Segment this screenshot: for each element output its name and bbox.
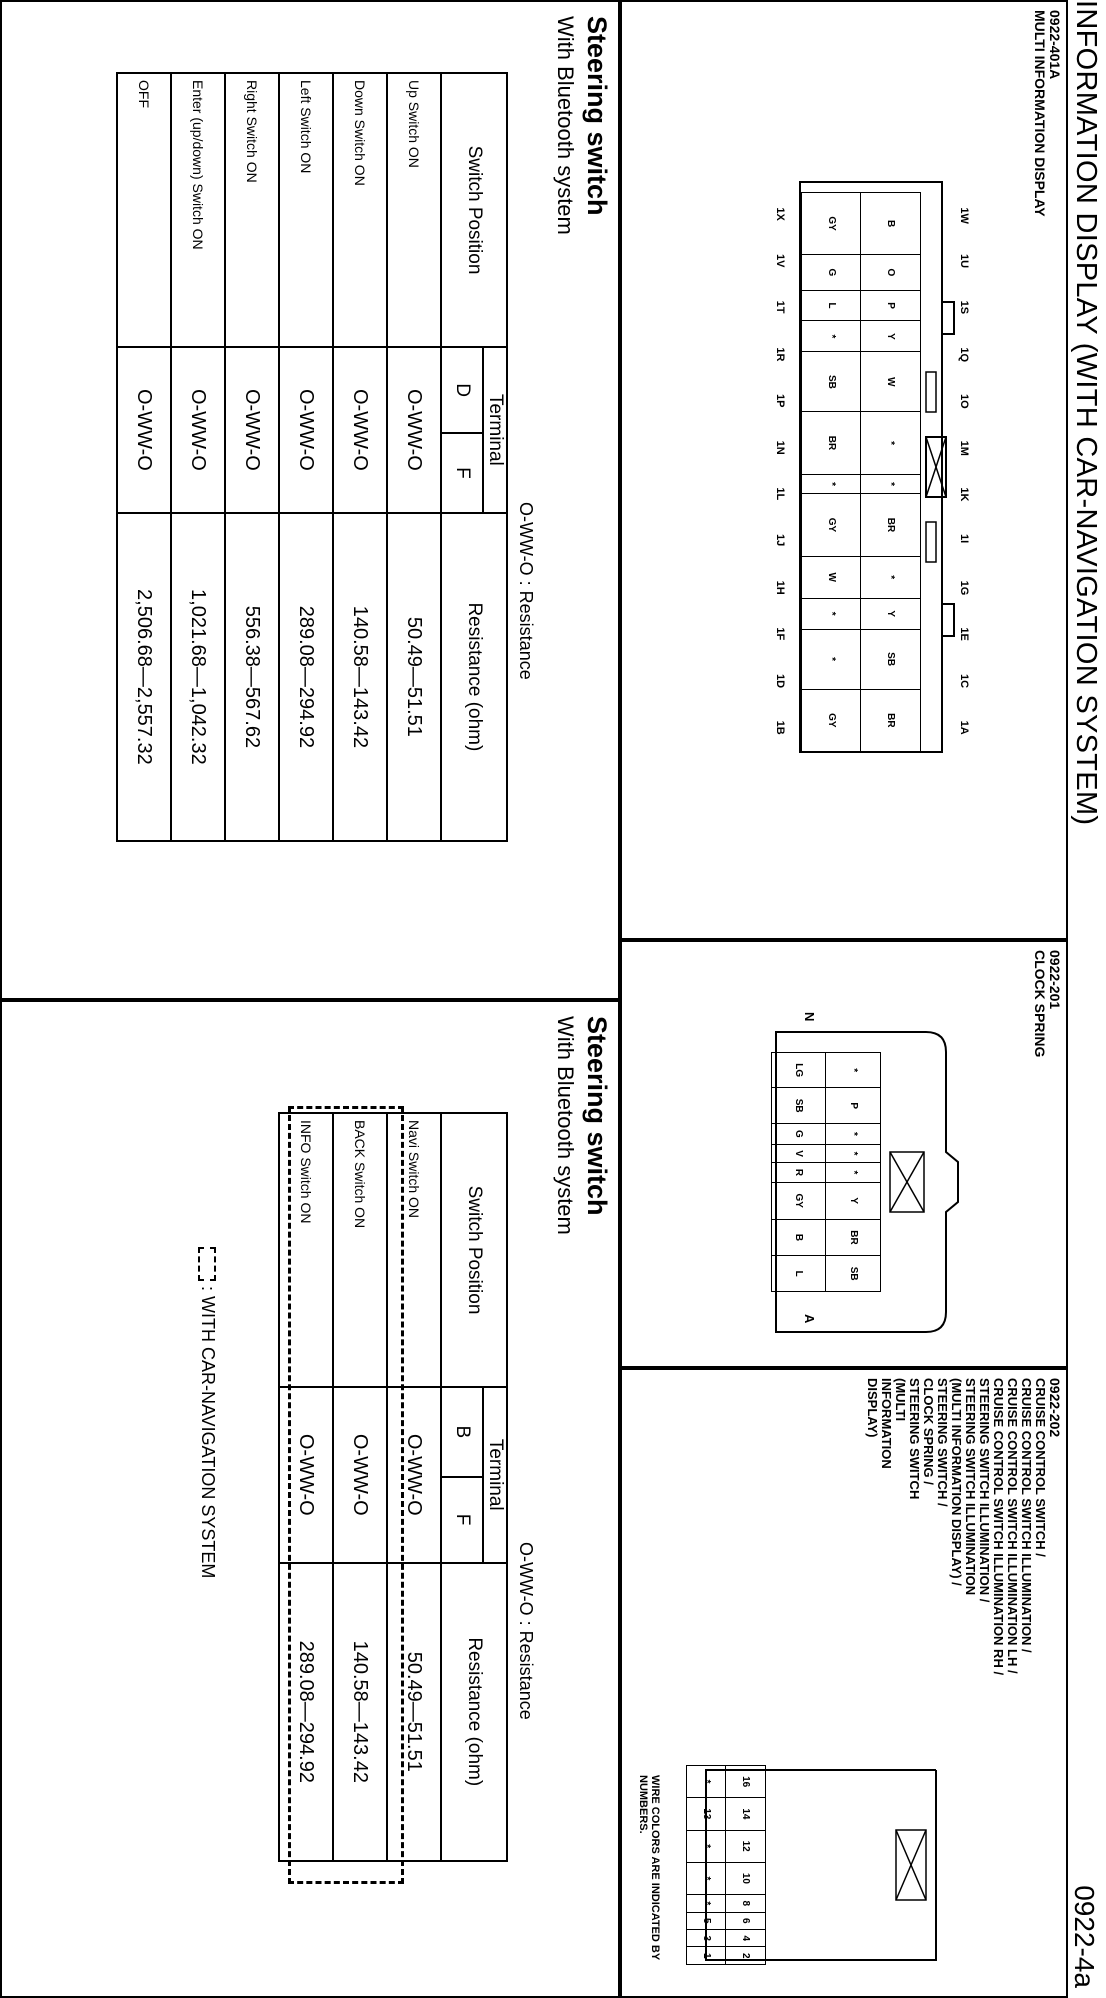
pin-cell: 14: [726, 1798, 766, 1830]
connector-box-multi-info-display: [620, 0, 1068, 940]
pin-label: 1D: [774, 674, 786, 689]
connector-name-line: CRUISE CONTROL SWITCH ILLUMINATION /: [1019, 1378, 1034, 1653]
pin-cell: P: [861, 290, 921, 321]
pin-label: 1S: [958, 300, 970, 315]
pin-cell: *: [687, 1862, 727, 1894]
pin-row: [687, 1766, 727, 1965]
connector-name-lines: [865, 1378, 1047, 1675]
connector-name-line: CRUISE CONTROL SWITCH ILLUMINATION RH /: [991, 1378, 1006, 1676]
pin-row: [861, 193, 921, 752]
pin-cell: *: [861, 474, 921, 494]
pin-cell: BR: [861, 494, 921, 556]
pin-cell: BR: [802, 412, 862, 474]
pin-cell: GY: [802, 494, 862, 556]
switch-table: [116, 72, 508, 842]
pin-cell: W: [802, 556, 862, 598]
connector-name-line: CLOCK SPRING /: [921, 1378, 936, 1485]
pin-label: 1A: [958, 720, 970, 735]
terminal-connection-cell: [225, 347, 279, 513]
switch-position-cell: Up Switch ON: [387, 73, 441, 347]
pin-label: 1J: [774, 534, 786, 547]
pin-cell: 5: [687, 1912, 727, 1929]
connector-name-line: (MULTI INFORMATION DISPLAY) /: [949, 1378, 964, 1586]
pin-row: [726, 1766, 766, 1965]
pin-row: [802, 193, 862, 752]
pin-cell: SB: [772, 1088, 827, 1124]
resistance-cell: 2,506.68—2,557.32: [117, 513, 171, 841]
car-navigation-dashed-outline: [288, 1106, 404, 1884]
connector-name-line: (MULTI: [893, 1378, 908, 1422]
pin-cell: *: [861, 412, 921, 474]
resistance-cell: 140.58—143.42: [333, 513, 387, 841]
pin-label: 1W: [958, 207, 970, 224]
pin-cell: *: [826, 1123, 881, 1144]
pin-label: 1C: [958, 674, 970, 689]
switch-position-cell: Navi Switch ON: [387, 1113, 441, 1387]
header-terminal: Terminal: [483, 1387, 507, 1563]
switch-table-panel-1: [0, 0, 620, 1000]
pin-label: 1O: [958, 394, 970, 409]
header-terminal-f: F: [441, 433, 483, 513]
pin-cell: O: [861, 255, 921, 290]
pin-label: 1U: [958, 254, 970, 269]
resistance-cell: 289.08—294.92: [279, 1563, 333, 1861]
pin-cell: B: [772, 1219, 827, 1256]
pin-row: [772, 1053, 827, 1292]
pin-cell: R: [772, 1163, 827, 1183]
pin-cell: B: [861, 193, 921, 255]
resistor-icon: O-WW-O: [403, 388, 426, 471]
switch-table-panel-2: [0, 1000, 620, 1998]
connector-name-line: STEERING SWITCH ILLUMINATION /: [977, 1378, 992, 1603]
connector-name-line: CRUISE CONTROL SWITCH /: [1033, 1378, 1048, 1557]
pin-cell: *: [826, 1144, 881, 1162]
pin-cell: *: [687, 1766, 727, 1798]
resistor-icon: O-WW-O: [295, 1433, 318, 1516]
table-row: [171, 73, 225, 841]
resistance-cell: 50.49—51.51: [387, 513, 441, 841]
header-switch-position: Switch Position: [441, 1113, 507, 1387]
pin-cell: 3: [687, 1930, 727, 1947]
resistor-icon: O-WW-O: [403, 1433, 426, 1516]
resistance-legend: O-WW-O : Resistance: [516, 1542, 536, 1720]
header-terminal-d: D: [441, 347, 483, 433]
pin-cell: GY: [802, 689, 862, 751]
pin-cell: L: [802, 290, 862, 321]
pin-cell: 12: [726, 1830, 766, 1862]
pin-label: 1T: [774, 300, 786, 314]
pin-cell: SB: [826, 1256, 881, 1292]
pin-cell: L: [772, 1256, 827, 1292]
resistor-icon: O-WW-O: [349, 1433, 372, 1516]
connector-name-line: STEERING SWITCH /: [935, 1378, 950, 1507]
pin-label: 1Q: [958, 347, 970, 363]
table-row: [333, 73, 387, 841]
connector-code: 0922-201: [1047, 950, 1063, 1010]
terminal-connection-cell: [333, 347, 387, 513]
table-header-row: [483, 1113, 507, 1861]
connector-code: 0922-202: [1047, 1378, 1063, 1438]
switch-position-cell: BACK Switch ON: [333, 1113, 387, 1387]
pin-cell: 13: [687, 1798, 727, 1830]
resistance-cell: 50.49—51.51: [387, 1563, 441, 1861]
pin-cell: *: [826, 1053, 881, 1088]
page-number: 0922-4a: [1069, 1885, 1100, 1988]
pin-cell: SB: [802, 352, 862, 412]
resistance-cell: 556.38—567.62: [225, 513, 279, 841]
pin-label: 1X: [774, 207, 786, 221]
connector-name-line: CRUISE CONTROL SWITCH ILLUMINATION LH /: [1005, 1378, 1020, 1674]
section-heading: Steering switch: [582, 16, 612, 216]
resistance-cell: 140.58—143.42: [333, 1563, 387, 1861]
header-switch-position: Switch Position: [441, 73, 507, 347]
pin-label: 1I: [958, 534, 970, 544]
pin-label: 1F: [774, 627, 786, 641]
pin-cell: *: [802, 629, 862, 689]
resistor-icon: O-WW-O: [241, 388, 264, 471]
header-terminal-f: F: [441, 1477, 483, 1563]
pin-cell: Y: [861, 321, 921, 352]
pin-row: [826, 1053, 881, 1292]
terminal-connection-cell: [117, 347, 171, 513]
header-terminal-b: B: [441, 1387, 483, 1477]
page-title: INFORMATION DISPLAY (WITH CAR-NAVIGATION SYSTEM): [1070, 0, 1102, 826]
pin-cell: *: [802, 598, 862, 629]
switch-position-cell: Left Switch ON: [279, 73, 333, 347]
pin-label: 1N: [774, 440, 786, 455]
pin-cell: 10: [726, 1862, 766, 1894]
pin-cell: SB: [861, 629, 921, 689]
table-row: [279, 73, 333, 841]
pin-cell: 16: [726, 1766, 766, 1798]
pin-label: 1B: [774, 720, 786, 735]
table-row: [387, 73, 441, 841]
pin-cell: G: [772, 1123, 827, 1144]
terminal-connection-cell: [171, 347, 225, 513]
pin-cell: *: [826, 1163, 881, 1183]
connector-name-line: INFORMATION: [879, 1378, 894, 1469]
pin-label: 1E: [958, 627, 970, 641]
connector-side-label-a: A: [802, 1314, 817, 1324]
pin-cell: GY: [772, 1182, 827, 1219]
pin-cell: GY: [802, 193, 862, 255]
resistance-legend: O-WW-O : Resistance: [516, 502, 536, 680]
pin-label: 1M: [958, 440, 970, 456]
switch-position-cell: Enter (up/down) Switch ON: [171, 73, 225, 347]
pin-label: 1V: [774, 254, 786, 268]
pin-cell: W: [861, 352, 921, 412]
pin-cell: 2: [726, 1947, 766, 1965]
pin-cell: *: [861, 556, 921, 598]
table-header-row: [483, 73, 507, 841]
connector-name: MULTI INFORMATION DISPLAY: [1032, 10, 1048, 217]
pin-cell: *: [802, 474, 862, 494]
pin-cell: 4: [726, 1930, 766, 1947]
wire-color-note: WIRE COLORS ARE INDICATED BY NUMBERS.: [637, 1775, 661, 1960]
switch-position-cell: OFF: [117, 73, 171, 347]
pin-cell: Y: [861, 598, 921, 629]
dashed-legend: : WITH CAR-NAVIGATION SYSTEM: [197, 1247, 218, 1578]
connector-pin-grid: [771, 1052, 881, 1292]
pin-cell: 1: [687, 1947, 727, 1965]
table-row: [225, 73, 279, 841]
pin-cell: P: [826, 1088, 881, 1124]
connector-pin-grid: [686, 1765, 766, 1965]
terminal-connection-cell: [279, 347, 333, 513]
connector-code: 0922-401A: [1047, 10, 1063, 80]
header-resistance: Resistance (ohm): [441, 1563, 507, 1861]
header-terminal: Terminal: [483, 347, 507, 513]
pin-cell: BR: [826, 1219, 881, 1256]
section-subheading: With Bluetooth system: [553, 16, 578, 235]
resistor-icon: O-WW-O: [349, 388, 372, 471]
pin-cell: Y: [826, 1182, 881, 1219]
connector-pin-grid: [801, 192, 921, 752]
pin-label: 1K: [958, 487, 970, 502]
switch-position-cell: Down Switch ON: [333, 73, 387, 347]
connector-name: CLOCK SPRING: [1032, 950, 1048, 1058]
table-row: [117, 73, 171, 841]
pin-cell: *: [687, 1830, 727, 1862]
terminal-connection-cell: [387, 347, 441, 513]
pin-label: 1G: [958, 580, 970, 596]
connector-side-label-n: N: [802, 1012, 817, 1022]
resistor-icon: O-WW-O: [187, 388, 210, 471]
pin-cell: BR: [861, 689, 921, 751]
connector-box-cruise-control-switch: [620, 1368, 1068, 1998]
section-heading: Steering switch: [582, 1016, 612, 1216]
pin-label: 1P: [774, 394, 786, 408]
section-subheading: With Bluetooth system: [553, 1016, 578, 1235]
resistor-icon: O-WW-O: [516, 1542, 536, 1616]
dashed-box-icon: [198, 1247, 216, 1281]
pin-label: 1H: [774, 580, 786, 595]
pin-cell: G: [802, 255, 862, 290]
resistor-icon: O-WW-O: [295, 388, 318, 471]
pin-cell: 8: [726, 1895, 766, 1912]
pin-cell: 6: [726, 1912, 766, 1929]
pin-cell: *: [687, 1895, 727, 1912]
resistor-icon: O-WW-O: [133, 388, 156, 471]
pin-cell: V: [772, 1144, 827, 1162]
resistor-icon: O-WW-O: [516, 502, 536, 576]
connector-box-clock-spring: [620, 940, 1068, 1368]
header-resistance: Resistance (ohm): [441, 513, 507, 841]
resistance-cell: 1,021.68—1,042.32: [171, 513, 225, 841]
pin-label: 1R: [774, 347, 786, 362]
connector-name-line: STEERING SWITCH: [907, 1378, 922, 1500]
pin-label: 1L: [774, 487, 786, 501]
switch-position-cell: Right Switch ON: [225, 73, 279, 347]
switch-position-cell: INFO Switch ON: [279, 1113, 333, 1387]
connector-name-line: STEERING SWITCH ILLUMINATION: [963, 1378, 978, 1596]
connector-name-line: DISPLAY): [865, 1378, 880, 1438]
resistance-cell: 289.08—294.92: [279, 513, 333, 841]
pin-cell: *: [802, 321, 862, 352]
pin-cell: LG: [772, 1053, 827, 1088]
